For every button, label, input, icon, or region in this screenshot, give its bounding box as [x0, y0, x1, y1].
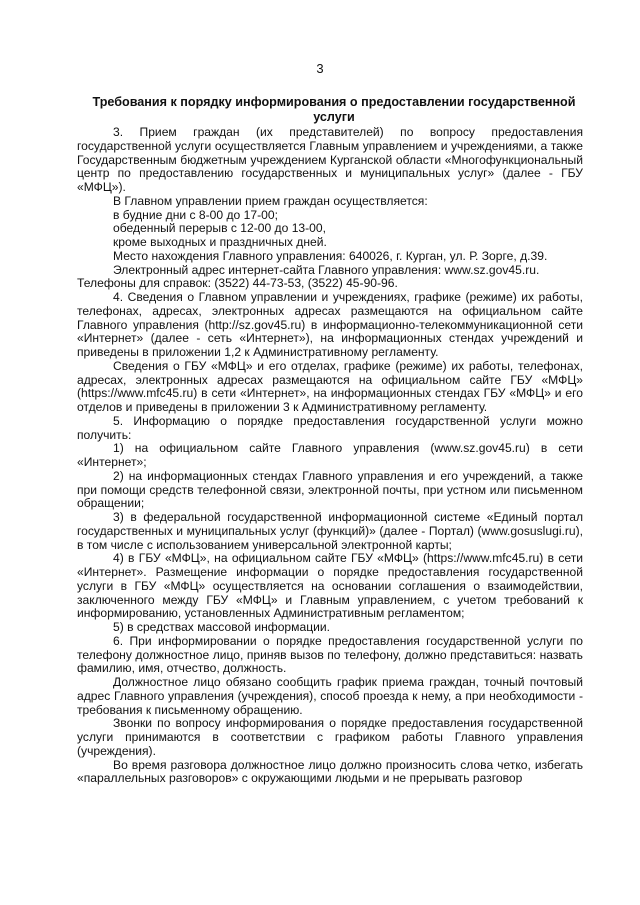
page-number: 3	[316, 61, 324, 76]
list-item-3: 3) в федеральной государственной информационной системе «Единый портал государственных и муниципальных услуг (функций)» (далее - Портал) (www.gosuslugi.ru), в том числе с использованием универсальной электронной карты;	[77, 510, 583, 552]
paragraph-5-sources: 5. Информацию о порядке предоставления государственной услуги можно получить:	[77, 413, 583, 442]
paragraph-working-days: в будние дни с 8-00 до 17-00;	[113, 207, 278, 222]
list-item-5: 5) в средствах массовой информации.	[113, 620, 330, 634]
document-body	[77, 126, 583, 786]
section-title: Требования к порядку информирования о предоставлении государственной услуги	[92, 95, 576, 124]
paragraph-mfc-information: Сведения о ГБУ «МФЦ» и его отделах, графике (режиме) их работы, телефонах, адресах, электронных адресах размещаются на официальном сайте ГБУ «МФЦ» (https://www.mfc45.ru) в сети «Интернет», на информационных стендах ГБУ «МФЦ» и его отделов и приведены в приложении 3 к Административному регламенту.	[77, 358, 583, 414]
paragraph-phones: Телефоны для справок: (3522) 44-73-53, (3522) 45-90-96.	[77, 276, 398, 291]
paragraph-calls: Звонки по вопросу информирования о порядке предоставления государственной услуги принимаются в соответствии с графиком работы Главного управления (учреждения).	[77, 716, 583, 758]
paragraph-lunch-break: обеденный перерыв с 12-00 до 13-00,	[113, 221, 326, 236]
paragraph-conversation: Во время разговора должностное лицо должно произносить слова четко, избегать «параллельных разговоров» с окружающими людьми и не прерывать разговор	[77, 757, 583, 786]
paragraph-website: Электронный адрес интернет-сайта Главного управления: www.sz.gov45.ru.	[113, 262, 540, 277]
list-item-4: 4) в ГБУ «МФЦ», на официальном сайте ГБУ «МФЦ» (https://www.mfc45.ru) в сети «Интернет». Размещение информации о порядке предоставления государственной услуги в ГБУ «МФЦ» осуществляется на основании соглашения о взаимодействии, заключенного между ГБУ «МФЦ» и Главным управлением, с учетом требований к информированию, установленных Административным регламентом;	[77, 551, 583, 621]
list-item-2: 2) на информационных стендах Главного управления и его учреждений, а также при помощи средств телефонной связи, электронной почты, при устном или письменном обращении;	[77, 468, 583, 511]
paragraph-days-off: кроме выходных и праздничных дней.	[113, 235, 327, 249]
paragraph-official-duties: Должностное лицо обязано сообщить график приема граждан, точный почтовый адрес Главного управления (учреждения), способ проезда к нему, а при необходимости - требования к письменному обращению.	[77, 675, 583, 717]
paragraph-reception-intro: В Главном управлении прием граждан осуществляется:	[113, 193, 428, 208]
paragraph-4-information: 4. Сведения о Главном управлении и учреждениях, графике (режиме) их работы, телефонах, адресах, электронных адресах размещаются на официальном сайте Главного управления (http://sz.gov45.ru) в информационно-телекоммуникационной сети «Интернет» (далее - сеть «Интернет»), на информационных стендах учреждений и приведены в приложении 1,2 к Административному регламенту.	[77, 290, 583, 359]
paragraph-location: Место нахождения Главного управления: 640026, г. Курган, ул. Р. Зорге, д.39.	[113, 248, 548, 263]
paragraph-3-reception: 3. Прием граждан (их представителей) по вопросу предоставления государственной услуги осуществляется Главным управлением и учреждениями, а также Государственным бюджетным учреждением Курганской области «Многофункциональный центр по предоставлению государственных и муниципальных услуг» (далее - ГБУ «МФЦ»).	[77, 125, 583, 194]
paragraph-6-phone-info: 6. При информировании о порядке предоставления государственной услуги по телефону должностное лицо, приняв вызов по телефону, должно представиться: назвать фамилию, имя, отчество, должность.	[77, 633, 583, 676]
list-item-1: 1) на официальном сайте Главного управления (www.sz.gov45.ru) в сети «Интернет»;	[77, 441, 583, 469]
